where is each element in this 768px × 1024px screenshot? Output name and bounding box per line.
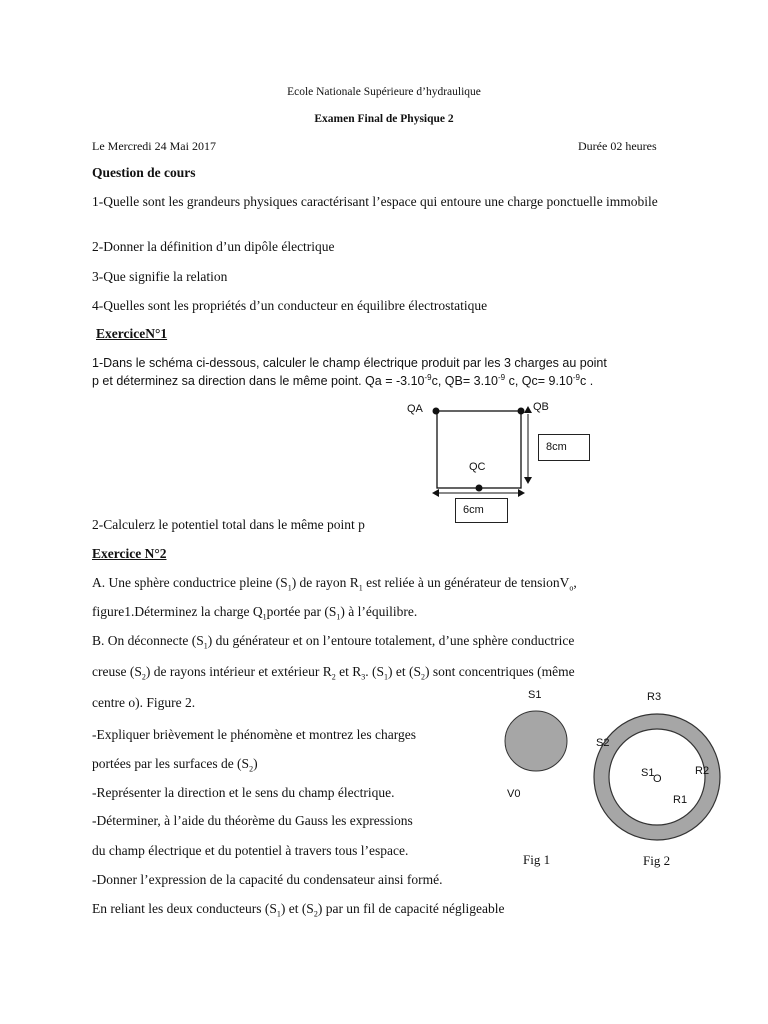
ex2-t7-1: En reliant les deux conducteurs (S <box>92 901 277 916</box>
fig2-label-s1: S1 <box>641 767 655 779</box>
ex2-b2-4: . (S <box>365 664 385 679</box>
ex2-b2-5: ) et (S <box>388 664 422 679</box>
ex2-task5: du champ électrique et du potentiel à travers tous l’espace. <box>92 843 409 858</box>
ex1-exp-c: -9 <box>572 373 580 382</box>
ex2-partB-line1 <box>92 633 574 651</box>
ex1-fig-qb: QB <box>533 401 549 413</box>
ex2-heading: Exercice N°2 <box>92 546 167 561</box>
ex2-a-sub3: o <box>569 583 574 593</box>
fig1-sphere <box>505 711 567 771</box>
sphere-s1-solid <box>505 711 567 771</box>
ex1-line2-b: c, QB= 3.10 <box>431 374 498 389</box>
ex2-t7-2: ) et (S <box>280 901 314 916</box>
ex2-partB-line3: centre o). Figure 2. <box>92 695 196 710</box>
ex2-f1-2: portée par (S <box>266 604 337 619</box>
ex2-task6: -Donner l’expression de la capacité du condensateur ainsi formé. <box>92 872 443 887</box>
ex2-task3: -Représenter la direction et le sens du champ électrique. <box>92 785 395 800</box>
ex1-fig-height-box: 8cm <box>538 434 590 461</box>
fig2-label-r2: R2 <box>695 765 710 777</box>
ex1-exp-a: -9 <box>424 373 432 382</box>
ex2-t7-3: ) par un fil de capacité négligeable <box>317 901 505 916</box>
ex2-task4: -Déterminer, à l’aide du théorème du Gauss les expressions <box>92 813 413 828</box>
cours-q2: 2-Donner la définition d’un dipôle électrique <box>92 239 335 254</box>
ex2-f1-sub2: 1 <box>336 612 341 622</box>
ex2-a-3: est reliée à un générateur de tensionV <box>362 575 570 590</box>
ex1-line2-d: c . <box>579 374 594 389</box>
exam-duration: Durée 02 heures <box>578 139 657 153</box>
fig1-label-s1: S1 <box>528 689 542 701</box>
ex2-f1-1: figure1.Déterminez la charge Q <box>92 604 263 619</box>
ex2-f1-3: ) à l’équilibre. <box>340 604 418 619</box>
fig2-label-r3: R3 <box>647 691 662 703</box>
ex2-b1-1: B. On déconnecte (S <box>92 633 204 648</box>
charge-qb-dot <box>518 408 525 415</box>
ex2-task1: -Expliquer brièvement le phénomène et montrez les charges <box>92 727 416 742</box>
ex1-heading: ExerciceN°1 <box>96 326 168 341</box>
width-arrow-left <box>432 489 439 497</box>
ex2-f1-sub: 1 <box>262 612 267 622</box>
ex2-task2 <box>92 756 258 774</box>
ex2-b2-sub3: 3 <box>361 672 366 682</box>
ex2-a-sub2: 1 <box>358 583 363 593</box>
ex2-a-4: , <box>573 575 577 590</box>
ex2-a-sub1: 1 <box>287 583 292 593</box>
fig1-label-v0: V0 <box>507 788 521 800</box>
ex1-fig-width-box: 6cm <box>455 498 508 523</box>
ex1-line2-c: c, Qc= 9.10 <box>505 374 573 389</box>
ex2-b2-sub2: 2 <box>331 672 336 682</box>
ex2-b2-sub4: 1 <box>384 672 389 682</box>
fig1-caption: Fig 1 <box>523 852 551 867</box>
ex2-b2-1: creuse (S <box>92 664 142 679</box>
ex2-t2-2: ) <box>253 756 258 771</box>
ex1-q2: 2-Calculerz le potentiel total dans le même point p <box>92 517 365 532</box>
ex1-exp-b: -9 <box>497 373 506 382</box>
exam-title: Examen Final de Physique 2 <box>314 113 454 125</box>
charge-qc-dot <box>476 485 483 492</box>
ex2-t2-sub: 2 <box>249 764 254 774</box>
charge-qa-dot <box>433 408 440 415</box>
ex2-b2-3: et R <box>335 664 362 679</box>
cours-q3: 3-Que signifie la relation <box>92 269 228 284</box>
fig2-caption: Fig 2 <box>643 853 671 868</box>
ex2-b2-6: ) sont concentriques (même <box>425 664 575 679</box>
width-arrow-right <box>518 489 525 497</box>
fig2-label-o: O <box>653 773 662 785</box>
ex1-fig-qc: QC <box>469 461 486 473</box>
ex2-a-1: A. Une sphère conductrice pleine (S <box>92 575 288 590</box>
ex2-partB-line2 <box>92 664 575 682</box>
ex1-diagram <box>432 406 532 497</box>
school-name: Ecole Nationale Supérieure d’hydraulique <box>287 86 481 98</box>
fig2-label-s2: S2 <box>596 737 610 749</box>
ex2-t2-1: portées par les surfaces de (S <box>92 756 250 771</box>
ex1-fig-qa: QA <box>407 403 423 415</box>
ex1-line2-a: p et déterminez sa direction dans le même point. Qa = -3.10 <box>92 374 425 389</box>
exam-date: Le Mercredi 24 Mai 2017 <box>92 139 216 153</box>
cours-q1: 1-Quelle sont les grandeurs physiques caractérisant l’espace qui entoure une charge ponctuelle immobile <box>92 194 658 209</box>
ex1-square <box>437 411 521 488</box>
cours-heading: Question de cours <box>92 165 196 180</box>
ex2-t7-sub2: 2 <box>313 909 318 919</box>
ex2-b2-sub: 2 <box>141 672 146 682</box>
ex2-b1-2: ) du générateur et on l’entoure totalement, d’une sphère conductrice <box>207 633 575 648</box>
ex2-partA-line2 <box>92 604 417 622</box>
height-arrow-bottom <box>524 477 532 484</box>
ex2-b2-sub5: 2 <box>421 672 426 682</box>
ex2-partA-line1 <box>92 575 577 593</box>
ex2-b2-2: ) de rayons intérieur et extérieur R <box>145 664 332 679</box>
height-arrow-top <box>524 406 532 413</box>
fig2-label-r1: R1 <box>673 794 688 806</box>
ex1-line1: 1-Dans le schéma ci-dessous, calculer le champ électrique produit par les 3 charges au point <box>92 356 607 370</box>
ex2-task7 <box>92 901 504 919</box>
ex2-a-2: ) de rayon R <box>291 575 359 590</box>
cours-q4: 4-Quelles sont les propriétés d’un conducteur en équilibre électrostatique <box>92 298 488 313</box>
ex2-b1-sub: 1 <box>203 641 208 651</box>
ex2-t7-sub: 1 <box>276 909 281 919</box>
